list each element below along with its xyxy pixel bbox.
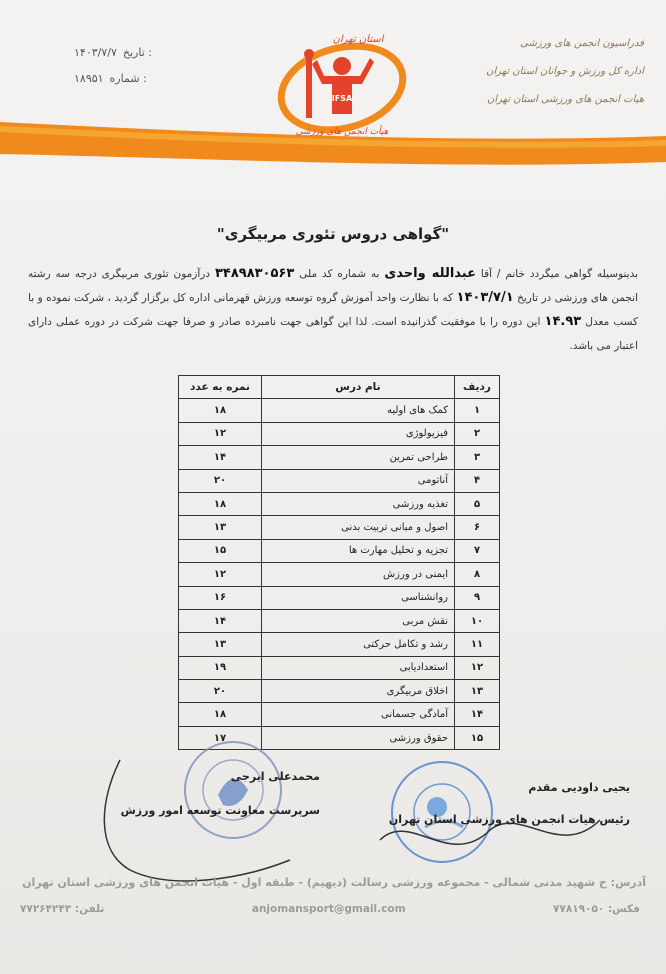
- course-grade: ۱۴: [179, 609, 262, 632]
- course-grade: ۱۶: [179, 586, 262, 609]
- course-grade: ۱۸: [179, 399, 262, 422]
- logo-top-text: استان تهران: [332, 34, 384, 45]
- left-signature-block: [110, 760, 320, 828]
- header-course-name: نام درس: [262, 376, 455, 399]
- org-line: هیات انجمن های ورزشی استان تهران: [486, 94, 644, 105]
- left-signer-title: سرپرست معاونت توسعه امور ورزش: [120, 804, 320, 817]
- table-row: [179, 446, 500, 469]
- course-name: استعدادیابی: [262, 656, 455, 679]
- row-number: ۱۱: [455, 633, 500, 656]
- number-row: [74, 66, 152, 92]
- row-number: ۱۵: [455, 726, 500, 749]
- org-line: فدراسیون انجمن های ورزشی: [520, 38, 644, 49]
- course-name: فیزیولوژی: [262, 422, 455, 445]
- right-signature-block: [360, 772, 630, 836]
- course-grade: ۲۰: [179, 680, 262, 703]
- row-number: ۷: [455, 539, 500, 562]
- left-signer-name: محمدعلی ایرجی: [230, 770, 320, 783]
- course-name: ایمنی در ورزش: [262, 563, 455, 586]
- table-row: [179, 633, 500, 656]
- table-row: [179, 609, 500, 632]
- certificate-title: "گواهی دروس تئوری مربیگری": [216, 225, 450, 243]
- course-grade: ۱۲: [179, 422, 262, 445]
- header-grade: نمره به عدد: [179, 376, 262, 399]
- footer-phone: تلفن: ۷۷۲۶۴۲۴۳: [20, 903, 105, 915]
- row-number: ۹: [455, 586, 500, 609]
- course-name: تغذیه ورزشی: [262, 492, 455, 515]
- footer-email: anjomansport@gmail.com: [251, 903, 406, 915]
- table-row: [179, 680, 500, 703]
- course-name: اصول و مبانی تربیت بدنی: [262, 516, 455, 539]
- table-row: [179, 492, 500, 515]
- course-name: رشد و تکامل حرکتی: [262, 633, 455, 656]
- course-name: حقوق ورزشی: [262, 726, 455, 749]
- course-name: آناتومی: [262, 469, 455, 492]
- certificate-body: [28, 262, 638, 358]
- row-number: ۸: [455, 563, 500, 586]
- course-name: روانشناسی: [262, 586, 455, 609]
- row-number: ۵: [455, 492, 500, 515]
- header-row-number: ردیف: [455, 376, 500, 399]
- table-row: [179, 399, 500, 422]
- course-name: اخلاق مربیگری: [262, 680, 455, 703]
- row-number: ۱۲: [455, 656, 500, 679]
- table-header-row: [179, 376, 500, 399]
- student-name: عبدالله واحدی: [384, 266, 476, 281]
- course-grade: ۱۵: [179, 539, 262, 562]
- date-row: [74, 40, 152, 66]
- average-grade: ۱۴.۹۳: [544, 314, 582, 329]
- right-signer-title: رئیس هیات انجمن های ورزشی استان تهران: [388, 813, 630, 826]
- row-number: ۴: [455, 469, 500, 492]
- row-number: ۶: [455, 516, 500, 539]
- course-grade: ۱۳: [179, 633, 262, 656]
- table-row: [179, 469, 500, 492]
- table-row: [179, 422, 500, 445]
- logo-abbr: IFSA: [331, 94, 353, 103]
- footer-contacts: [20, 903, 640, 915]
- body-part1: بدینوسیله گواهی میگردد خانم / آقا: [480, 268, 639, 280]
- row-number: ۱۰: [455, 609, 500, 632]
- course-name: نقش مربی: [262, 609, 455, 632]
- course-grade: ۱۴: [179, 446, 262, 469]
- exam-date: ۱۴۰۳/۷/۱: [456, 290, 514, 305]
- footer-address: آدرس: خ شهید مدنی شمالی - مجموعه ورزشی رسالت (دیهیم) - طبقه اول - هیات انجمن های ورزشی استان تهران: [22, 876, 646, 889]
- table-row: [179, 586, 500, 609]
- table-row: [179, 563, 500, 586]
- course-grade: ۱۸: [179, 703, 262, 726]
- course-grade: ۱۷: [179, 726, 262, 749]
- ifsa-logo-icon: [262, 18, 422, 138]
- row-number: ۱: [455, 399, 500, 422]
- row-number: ۱۳: [455, 680, 500, 703]
- national-id: ۳۴۸۹۸۳۰۵۶۳: [214, 266, 295, 281]
- row-number: ۳: [455, 446, 500, 469]
- org-lines: [474, 30, 644, 114]
- number-value: ۱۸۹۵۱: [74, 72, 104, 85]
- row-number: ۱۴: [455, 703, 500, 726]
- row-number: ۲: [455, 422, 500, 445]
- course-name: طراحی تمرین: [262, 446, 455, 469]
- course-grade: ۱۸: [179, 492, 262, 515]
- table-row: [179, 703, 500, 726]
- course-grade: ۱۲: [179, 563, 262, 586]
- body-part3: درآزمون تئوری مربیگری درجه سه رشته انجمن های ورزشی در تاریخ: [28, 268, 638, 304]
- body-part4: که با نظارت واحد آموزش گروه توسعه ورزش قهرمانی اداره کل برگزار گردید ، شرکت نموده و با کسب معدل: [28, 292, 639, 328]
- footer-fax: فکس: ۷۷۸۱۹۰۵۰: [553, 903, 640, 915]
- date-label: تاریخ :: [122, 46, 152, 59]
- right-signer-name: یحیی داودیی مقدم: [528, 781, 630, 794]
- grades-table: [178, 375, 500, 750]
- course-grade: ۱۹: [179, 656, 262, 679]
- course-grade: ۲۰: [179, 469, 262, 492]
- course-grade: ۱۳: [179, 516, 262, 539]
- org-line: اداره کل ورزش و جوانان استان تهران: [486, 66, 644, 77]
- date-value: ۱۴۰۳/۷/۷: [74, 46, 117, 59]
- logo-bottom-text: هیأت انجمن های ورزشی: [295, 127, 389, 137]
- header-meta: [74, 40, 152, 92]
- table-row: [179, 539, 500, 562]
- number-label: شماره :: [109, 72, 147, 85]
- body-part2: به شماره کد ملی: [299, 268, 380, 280]
- table-row: [179, 656, 500, 679]
- course-name: آمادگی جسمانی: [262, 703, 455, 726]
- course-name: تجزیه و تحلیل مهارت ها: [262, 539, 455, 562]
- table-row: [179, 516, 500, 539]
- body-part5: این دوره را با موفقیت گذرانیده است. لذا این گواهی جهت نامبرده صادر و صرفا جهت شرکت در دوره عملی دارای اعتبار می باشد.: [28, 316, 638, 352]
- course-name: کمک های اولیه: [262, 399, 455, 422]
